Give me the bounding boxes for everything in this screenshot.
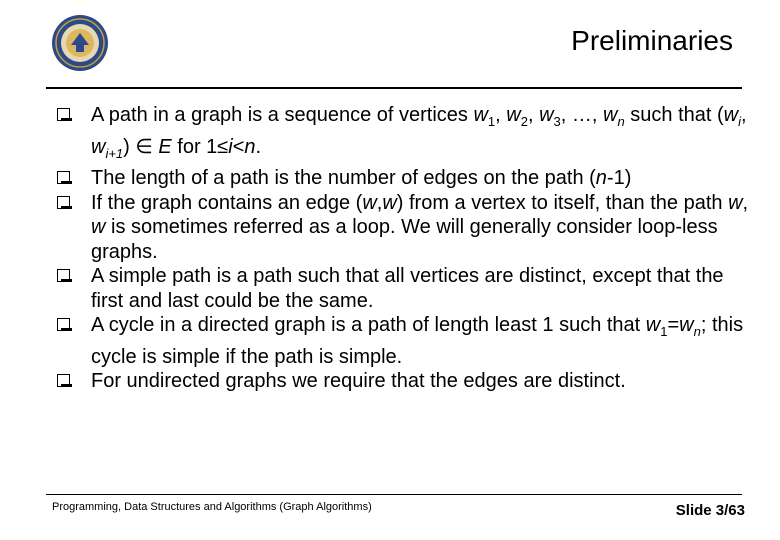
bullet-item (55, 313, 755, 369)
bullet-item (55, 264, 755, 313)
checkbox-bullet-icon (57, 108, 70, 121)
bullet-text: A cycle in a directed graph is a path of length least 1 such that $w_1=w_n$; this cycle is simple if the path is simple. (91, 314, 744, 368)
slide-title: Preliminaries (571, 25, 733, 56)
bullet-text: A simple path is a path such that all vertices are distinct, except that the first and last could be the same. (91, 265, 724, 312)
title-rule (46, 87, 742, 89)
bullet-text: For undirected graphs we require that the edges are distinct. (91, 370, 626, 392)
checkbox-bullet-icon (57, 318, 70, 331)
bullet-item (55, 166, 755, 191)
checkbox-bullet-icon (57, 196, 70, 209)
bullet-list (55, 103, 755, 394)
slide-number: Slide 3/63 (675, 502, 745, 519)
bullet-item (55, 191, 755, 265)
bullet-text: If the graph contains an edge (w,w) from a vertex to itself, than the path w, w is sometimes referred as a loop. We will generally consider loop-less graphs. (91, 191, 749, 263)
checkbox-bullet-icon (57, 374, 70, 387)
footer-rule (46, 494, 742, 495)
footer-course: Programming, Data Structures and Algorithms (Graph Algorithms) (52, 501, 372, 513)
bullet-item (55, 369, 755, 394)
bullet-item (55, 103, 755, 166)
checkbox-bullet-icon (57, 269, 70, 282)
checkbox-bullet-icon (57, 171, 70, 184)
bullet-text: A path in a graph is a sequence of vertices $w_1$, $w_2$, $w_3$, …, $w_n$ such that ($w_i$, $w_{i+1}$) ∈ E for 1≤i<n. (91, 104, 747, 161)
university-seal-icon (51, 14, 109, 72)
bullet-text: The length of a path is the number of edges on the path (n-1) (91, 167, 632, 189)
